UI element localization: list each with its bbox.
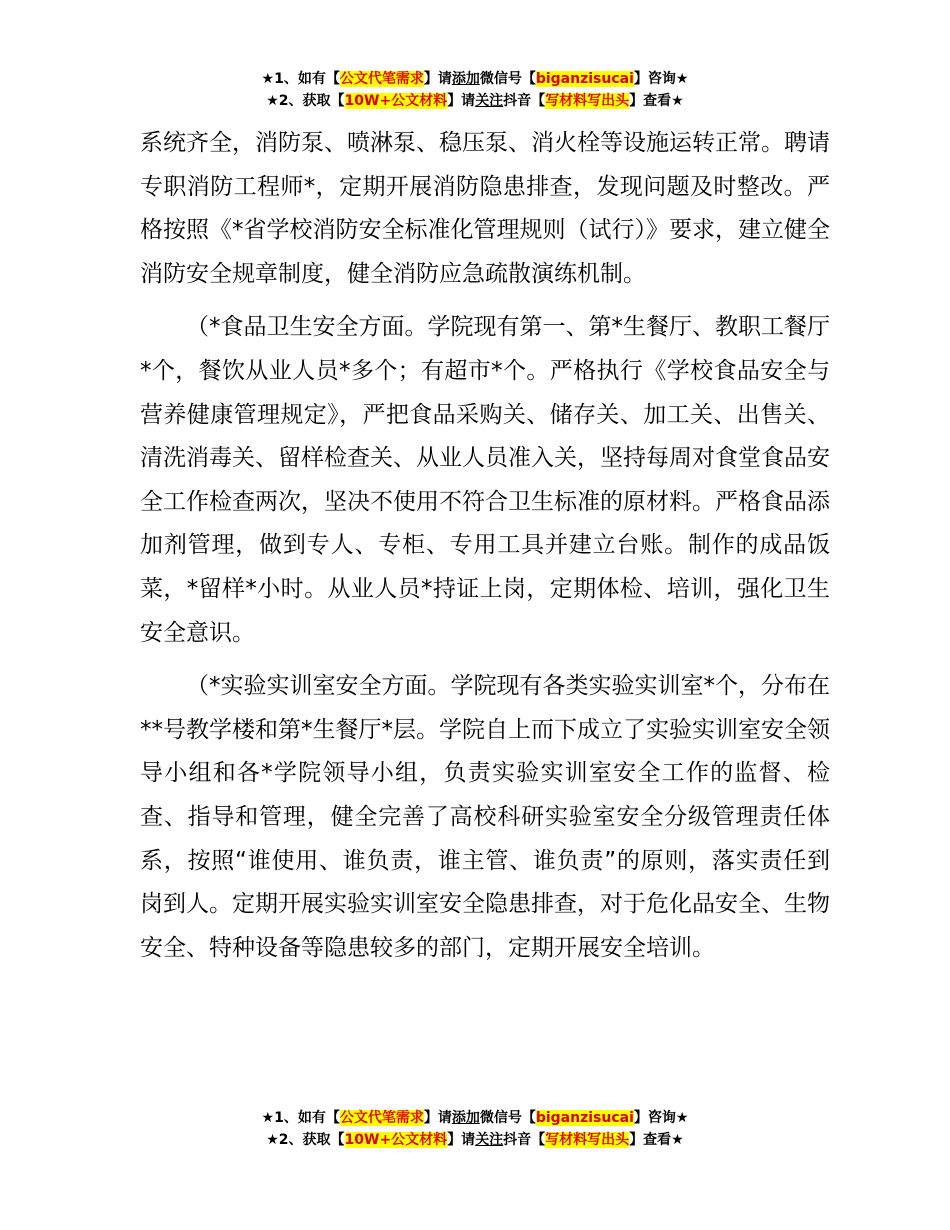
banner-text: 】查看★ [629,1132,684,1148]
banner-text: 】咨询★ [633,1110,689,1126]
highlight-materials: 10W+公文材料 [344,93,448,109]
banner-line-2 [0,90,950,112]
banner-text: 】查看★ [629,93,684,109]
banner-text: 微信号【 [479,1110,536,1126]
paragraph-food-safety: （*食品卫生安全方面。学院现有第一、第*生餐厅、教职工餐厅*个，餐饮从业人员*多个；有超市*个。严格执行《学校食品安全与营养健康管理规定》，严把食品采购关、储存关、加工关、出售关、清洗消毒关、留样检查关、从业人员准入关，坚持每周对食堂食品安全工作检查两次，坚决不使用不符合卫生标准的原材料。严格食品添加剂管理，做到专人、专柜、专用工具并建立台账。制作的成品饭菜，*留样*小时。从业人员*持证上岗，定期体检、培训，强化卫生安全意识。 [140,314,830,646]
highlight-douyin: 写材料写出头 [545,1132,630,1148]
banner-line-1 [0,68,950,90]
header-banner [0,68,950,112]
highlight-ghostwriting: 公文代笔需求 [339,71,424,87]
banner-text: ★1、如有【 [261,1110,340,1126]
banner-text: 】请 [423,71,452,87]
banner-line-1 [0,1107,950,1129]
banner-emphasis: 关注 [475,93,504,109]
paragraph-fire-safety: 系统齐全，消防泵、喷淋泵、稳压泵、消火栓等设施运转正常。聘请专职消防工程师*，定期开展消防隐患排查，发现问题及时整改。严格按照《*省学校消防安全标准化管理规则（试行）》要求，建立健全消防安全规章制度，健全消防应急疏散演练机制。 [140,130,830,287]
banner-emphasis: 添加 [451,71,480,87]
banner-line-2 [0,1129,950,1151]
banner-text: 抖音【 [503,93,546,109]
banner-text: 】请 [447,1132,476,1148]
banner-text: 】请 [447,93,476,109]
banner-emphasis: 添加 [451,1110,480,1126]
highlight-wechat-id: biganzisucai [535,1110,634,1126]
highlight-materials: 10W+公文材料 [344,1132,448,1148]
banner-text: 】请 [423,1110,452,1126]
highlight-ghostwriting: 公文代笔需求 [339,1110,424,1126]
banner-text: ★1、如有【 [261,71,340,87]
banner-text: ★2、获取【 [266,93,345,109]
document-body [140,122,830,970]
footer-banner [0,1107,950,1151]
highlight-wechat-id: biganzisucai [535,71,634,87]
paragraph-lab-safety: （*实验实训室安全方面。学院现有各类实验实训室*个，分布在**号教学楼和第*生餐厅*层。学院自上而下成立了实验实训室安全领导小组和各*学院领导小组，负责实验实训室安全工作的监督、检查、指导和管理，健全完善了高校科研实验室安全分级管理责任体系，按照“谁使用、谁负责，谁主管、谁负责”的原则，落实责任到岗到人。定期开展实验实训室安全隐患排查，对于危化品安全、生物安全、特种设备等隐患较多的部门，定期开展安全培训。 [140,673,830,961]
banner-text: ★2、获取【 [266,1132,345,1148]
banner-text: 抖音【 [503,1132,546,1148]
highlight-douyin: 写材料写出头 [545,93,630,109]
banner-text: 微信号【 [479,71,536,87]
banner-emphasis: 关注 [475,1132,504,1148]
banner-text: 】咨询★ [633,71,689,87]
